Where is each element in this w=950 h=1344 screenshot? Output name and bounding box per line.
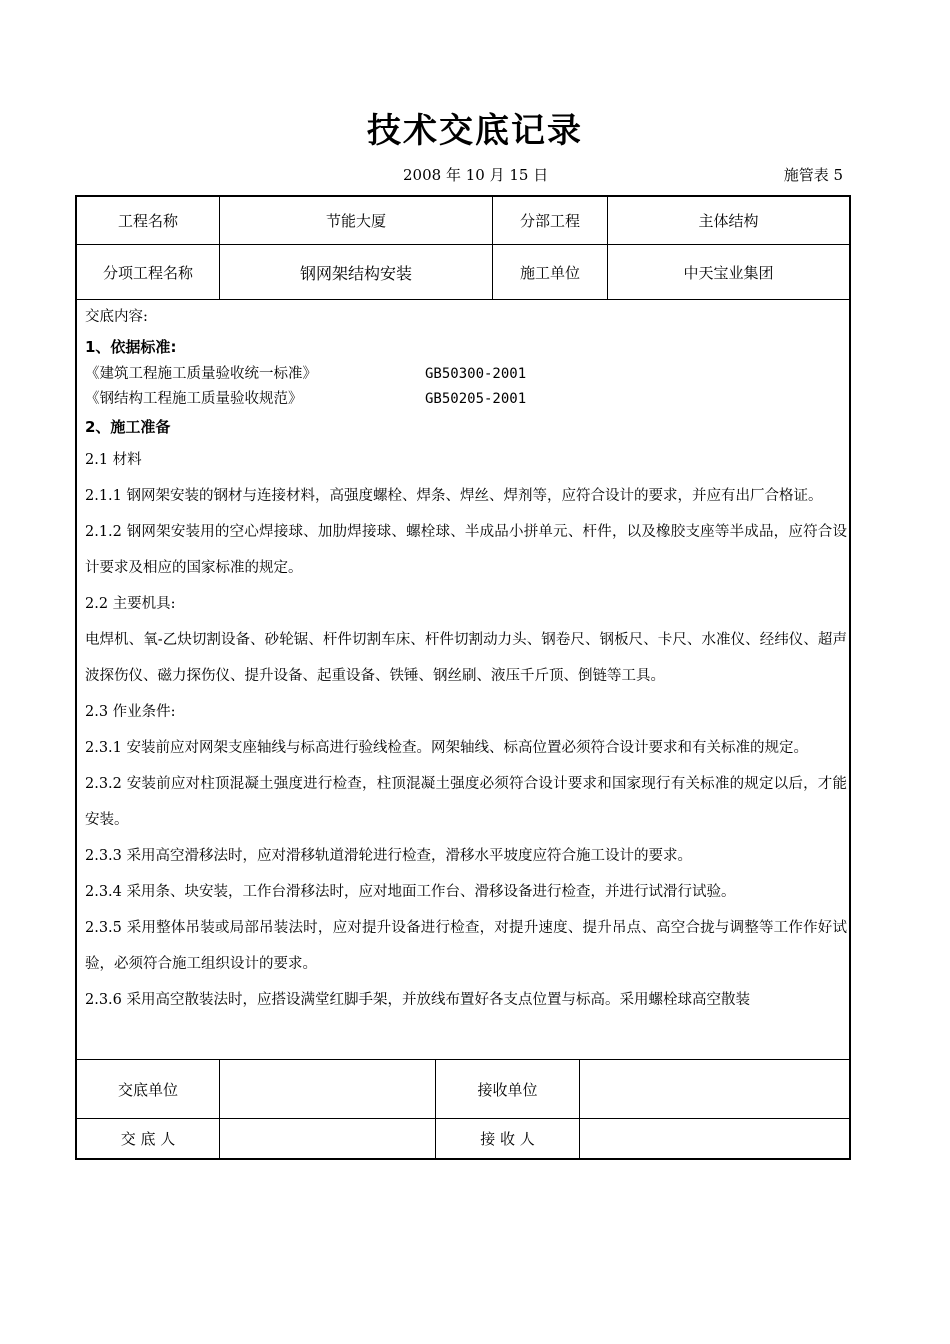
row-divider bbox=[77, 299, 849, 300]
receiver-unit-field[interactable] bbox=[580, 1060, 849, 1118]
form-number: 施管表 5 bbox=[783, 166, 843, 184]
standard-name: 《钢结构工程施工质量验收规范》 bbox=[85, 391, 303, 407]
receiver-unit-label: 接收单位 bbox=[477, 1080, 538, 1099]
project-name-label: 工程名称 bbox=[117, 212, 178, 230]
standard-item bbox=[85, 362, 847, 387]
receiver-person-field[interactable] bbox=[580, 1119, 849, 1158]
division-value: 主体结构 bbox=[698, 212, 759, 230]
standard-code: GB50300-2001 bbox=[425, 366, 527, 382]
subitem-value: 钢网架结构安装 bbox=[299, 263, 412, 283]
project-name-value: 节能大厦 bbox=[325, 212, 386, 230]
paragraph: 电焊机、氧-乙炔切割设备、砂轮锯、杆件切割车床、杆件切割动力头、钢卷尺、钢板尺、卡尺、水准仪、经纬仪、超声波探伤仪、磁力探伤仪、提升设备、起重设备、铁锤、钢丝刷、液压千斤顶、倒链等工具。 bbox=[85, 632, 847, 684]
paragraph: 2.2 主要机具: bbox=[85, 596, 176, 612]
standard-code: GB50205-2001 bbox=[425, 391, 527, 407]
paragraph: 2.3.6 采用高空散装法时，应搭设满堂红脚手架，并放线布置好各支点位置与标高。采用螺栓球高空散装 bbox=[85, 992, 750, 1008]
page-title: 技术交底记录 bbox=[367, 111, 583, 151]
issuer-unit-label: 交底单位 bbox=[117, 1080, 178, 1099]
paragraph: 2.1.1 钢网架安装的钢材与连接材料，高强度螺栓、焊条、焊丝、焊剂等，应符合设计的要求，并应有出厂合格证。 bbox=[85, 488, 823, 504]
receiver-person-label: 接 收 人 bbox=[480, 1130, 535, 1148]
record-table bbox=[75, 195, 851, 1160]
paragraph: 2.3.1 安装前应对网架支座轴线与标高进行验线检查。网架轴线、标高位置必须符合设计要求和有关标准的规定。 bbox=[85, 740, 808, 756]
section-heading: 1、依据标准: bbox=[85, 338, 177, 356]
paragraph: 2.1.2 钢网架安装用的空心焊接球、加肋焊接球、螺栓球、半成品小拼单元、杆件，以及橡胶支座等半成品，应符合设计要求及相应的国家标准的规定。 bbox=[85, 524, 847, 576]
disclosure-content bbox=[85, 302, 847, 1059]
section-heading: 2、施工准备 bbox=[85, 418, 171, 436]
issuer-person-field[interactable] bbox=[220, 1119, 435, 1158]
contractor-value: 中天宝业集团 bbox=[683, 263, 774, 282]
paragraph: 2.3.3 采用高空滑移法时，应对滑移轨道滑轮进行检查，滑移水平坡度应符合施工设计的要求。 bbox=[85, 848, 692, 864]
content-label: 交底内容: bbox=[85, 309, 148, 325]
standard-name: 《建筑工程施工质量验收统一标准》 bbox=[85, 366, 317, 382]
paragraph: 2.3.5 采用整体吊装或局部吊装法时，应对提升设备进行检查，对提升速度、提升吊点、高空合拢与调整等工作作好试验，必须符合施工组织设计的要求。 bbox=[85, 920, 847, 972]
subitem-label: 分项工程名称 bbox=[102, 263, 193, 282]
standard-item bbox=[85, 387, 847, 412]
division-label: 分部工程 bbox=[519, 212, 580, 230]
contractor-label: 施工单位 bbox=[519, 263, 580, 282]
issuer-person-label: 交 底 人 bbox=[120, 1130, 176, 1148]
record-date: 2008 年 10 月 15 日 bbox=[403, 166, 549, 184]
paragraph: 2.1 材料 bbox=[85, 452, 142, 468]
issuer-unit-field[interactable] bbox=[220, 1060, 435, 1118]
paragraph: 2.3.2 安装前应对柱顶混凝土强度进行检查，柱顶混凝土强度必须符合设计要求和国家现行有关标准的规定以后，才能安装。 bbox=[85, 776, 847, 828]
paragraph: 2.3 作业条件: bbox=[85, 704, 176, 720]
paragraph: 2.3.4 采用条、块安装，工作台滑移法时，应对地面工作台、滑移设备进行检查，并进行试滑行试验。 bbox=[85, 884, 736, 900]
